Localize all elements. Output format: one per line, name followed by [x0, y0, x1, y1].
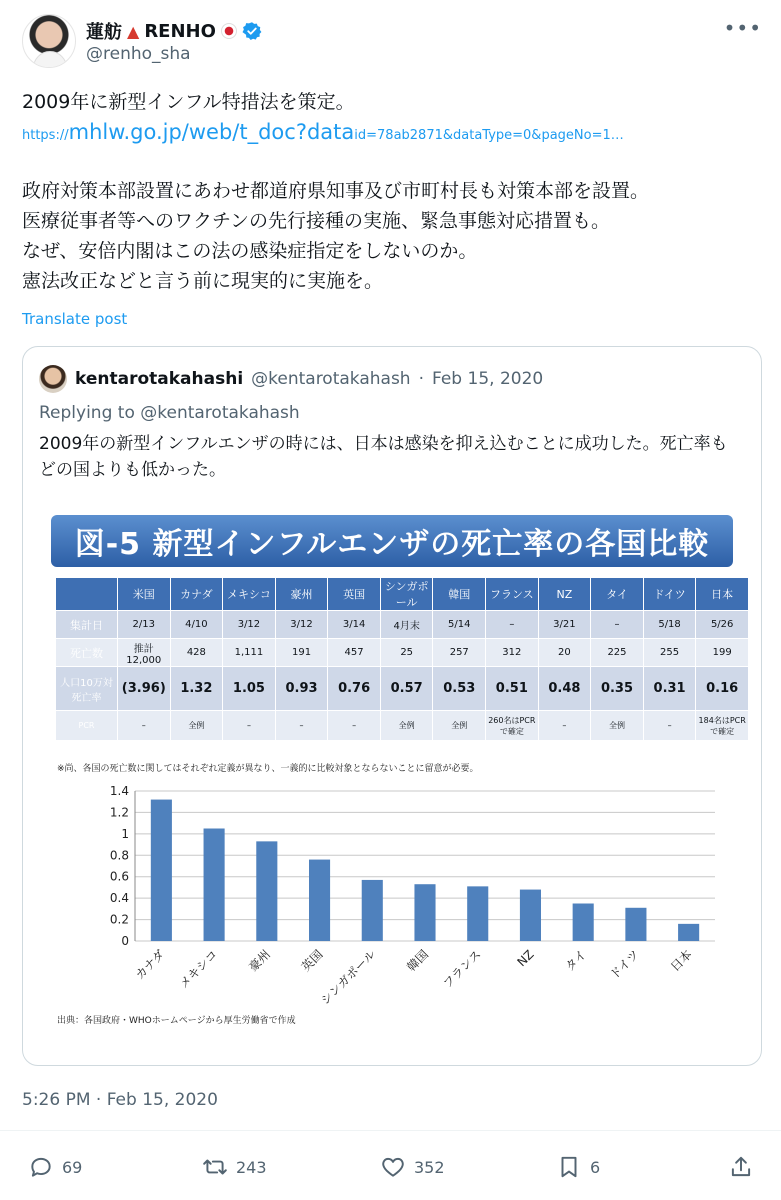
- bar: [204, 829, 225, 942]
- bar: [625, 908, 646, 941]
- reply-button[interactable]: [28, 1154, 82, 1180]
- table-row: [56, 711, 749, 741]
- retweet-button[interactable]: [202, 1154, 267, 1180]
- table-cell: 0.57: [380, 667, 433, 711]
- table-cell: 1.32: [170, 667, 223, 711]
- table-cell: 257: [433, 639, 486, 667]
- mortality-bar-chart: [55, 781, 745, 1011]
- quoted-replying-to: Replying to @kentarotakahash: [39, 403, 300, 423]
- retweet-count: 243: [236, 1157, 267, 1177]
- table-cell: –: [328, 711, 381, 741]
- table-cell: 1,111: [223, 639, 276, 667]
- link-prefix[interactable]: https://: [22, 128, 69, 143]
- y-tick-label: 1.4: [109, 784, 129, 798]
- table-note: ※尚、各国の死亡数に関してはそれぞれ定義が異なり、一義的に比較対象とならないことに留意が必要。: [57, 764, 479, 774]
- table-cell: 全例: [170, 711, 223, 741]
- table-col-header: シンガポール: [380, 578, 433, 611]
- table-row: [56, 639, 749, 667]
- link-main[interactable]: mhlw.go.jp/web/t_doc?data: [68, 120, 355, 144]
- table-cell: 0.35: [591, 667, 644, 711]
- table-row-label: 人口10万対死亡率: [56, 667, 118, 711]
- tweet-header: [22, 14, 762, 70]
- tweet-text: [22, 88, 762, 117]
- tweet-body-line: 医療従事者等へのワクチンの先行接種の実施、緊急事態対応措置も。: [22, 210, 611, 232]
- share-icon: [728, 1154, 754, 1180]
- table-cell: 457: [328, 639, 381, 667]
- tweet-timestamp[interactable]: 5:26 PM · Feb 15, 2020: [22, 1090, 218, 1110]
- table-cell: –: [643, 711, 696, 741]
- table-cell: –: [223, 711, 276, 741]
- action-bar: [28, 1154, 758, 1184]
- tweet-body-line: 憲法改正などと言う前に現実的に実施を。: [22, 270, 384, 292]
- table-cell: 0.51: [486, 667, 539, 711]
- y-tick-label: 0: [121, 934, 129, 948]
- table-row: [56, 611, 749, 639]
- quoted-separator: ·: [418, 369, 424, 389]
- table-col-header: 英国: [328, 578, 381, 611]
- x-tick-label: 韓国: [404, 947, 432, 975]
- table-cell: 5/26: [696, 611, 749, 639]
- table-col-header: フランス: [486, 578, 539, 611]
- y-tick-label: 0.8: [109, 848, 129, 863]
- table-cell: 0.93: [275, 667, 328, 711]
- quoted-date: Feb 15, 2020: [432, 369, 544, 389]
- like-count: 352: [414, 1157, 445, 1177]
- table-row: [56, 667, 749, 711]
- table-col-header: ドイツ: [643, 578, 696, 611]
- table-cell: 1.05: [223, 667, 276, 711]
- author-display-suffix[interactable]: RENHO: [144, 20, 216, 42]
- bookmark-icon: [556, 1154, 582, 1180]
- table-cell: 4月末: [380, 611, 433, 639]
- x-tick-label: 豪州: [246, 947, 273, 975]
- translate-post-link[interactable]: Translate post: [22, 310, 128, 328]
- author-name-row[interactable]: [86, 18, 262, 44]
- reply-icon: [28, 1154, 54, 1180]
- table-cell: 0.76: [328, 667, 381, 711]
- table-cell: 全例: [591, 711, 644, 741]
- table-cell: 199: [696, 639, 749, 667]
- y-tick-label: 0.4: [109, 891, 129, 906]
- bar: [362, 880, 383, 941]
- x-tick-label: NZ: [514, 947, 537, 970]
- bar: [678, 924, 699, 941]
- x-tick-label: フランス: [440, 947, 484, 991]
- japan-flag-icon: [221, 23, 237, 39]
- reply-count: 69: [62, 1157, 83, 1177]
- author-display-name[interactable]: 蓮舫: [86, 22, 122, 43]
- bar: [520, 890, 541, 941]
- table-corner: [56, 578, 118, 611]
- table-cell: 25: [380, 639, 433, 667]
- tweet-body-line: 政府対策本部設置にあわせ都道府県知事及び市町村長も対策本部を設置。: [22, 180, 650, 202]
- y-tick-label: 0.2: [109, 912, 129, 927]
- table-row-label: 死亡数: [56, 639, 118, 667]
- x-tick-label: カナダ: [132, 947, 168, 983]
- table-cell: –: [118, 711, 171, 741]
- table-cell: 全例: [380, 711, 433, 741]
- table-cell: –: [275, 711, 328, 741]
- table-cell: 3/14: [328, 611, 381, 639]
- quoted-author-handle: @kentarotakahash: [251, 369, 411, 389]
- table-col-header: 米国: [118, 578, 171, 611]
- table-cell: 5/18: [643, 611, 696, 639]
- y-tick-label: 0.6: [109, 869, 129, 884]
- figure-title: 図-5 新型インフルエンザの死亡率の各国比較: [51, 515, 733, 567]
- table-cell: 225: [591, 639, 644, 667]
- table-cell: –: [486, 611, 539, 639]
- figure-source: 出典：各国政府・WHOホームページから厚生労働省で作成: [57, 1016, 296, 1026]
- y-tick-label: 1: [121, 826, 129, 841]
- table-cell: 推計12,000: [118, 639, 171, 667]
- table-cell: 191: [275, 639, 328, 667]
- x-tick-label: メキシコ: [176, 947, 221, 991]
- table-col-header: 日本: [696, 578, 749, 611]
- table-cell: 184名はPCRで確定: [696, 711, 749, 741]
- x-tick-label: ドイツ: [607, 947, 643, 983]
- bar: [573, 904, 594, 942]
- table-cell: 0.16: [696, 667, 749, 711]
- quoted-text: 2009年の新型インフルエンザの時には、日本は感染を抑え込むことに成功した。死亡率もどの国よりも低かった。: [39, 434, 728, 480]
- more-icon[interactable]: •••: [723, 16, 762, 40]
- bar: [309, 860, 330, 941]
- quoted-tweet-header: [39, 365, 543, 393]
- table-cell: 3/21: [538, 611, 591, 639]
- bar: [467, 886, 488, 941]
- table-cell: –: [538, 711, 591, 741]
- author-avatar[interactable]: [22, 14, 76, 68]
- bar: [151, 800, 172, 941]
- table-cell: 2/13: [118, 611, 171, 639]
- table-col-header: 豪州: [275, 578, 328, 611]
- table-cell: 全例: [433, 711, 486, 741]
- table-col-header: NZ: [538, 578, 591, 611]
- tweet-line-1: 2009年に新型インフル特措法を策定。: [22, 91, 355, 113]
- share-button[interactable]: [728, 1154, 754, 1180]
- table-row-label: 集計日: [56, 611, 118, 639]
- link-rest[interactable]: id=78ab2871&dataType=0&pageNo=1…: [354, 128, 624, 143]
- retweet-icon: [202, 1154, 228, 1180]
- table-cell: 428: [170, 639, 223, 667]
- quoted-author-avatar: [39, 365, 67, 393]
- tweet-body-line: なぜ、安倍内閣はこの法の感染症指定をしないのか。: [22, 240, 478, 262]
- table-col-header: 韓国: [433, 578, 486, 611]
- table-cell: 255: [643, 639, 696, 667]
- table-cell: 260名はPCRで確定: [486, 711, 539, 741]
- table-col-header: カナダ: [170, 578, 223, 611]
- table-col-header: タイ: [591, 578, 644, 611]
- table-cell: 0.53: [433, 667, 486, 711]
- bookmark-button[interactable]: [556, 1154, 600, 1180]
- x-tick-label: 英国: [298, 947, 326, 975]
- bar: [256, 841, 277, 941]
- table-row-label: PCR: [56, 711, 118, 741]
- quoted-tweet[interactable]: [22, 346, 762, 1066]
- x-tick-label: 日本: [667, 947, 695, 975]
- quoted-image[interactable]: [29, 507, 755, 1033]
- tokyo-tower-icon: ▲: [127, 21, 140, 41]
- table-cell: 3/12: [223, 611, 276, 639]
- table-cell: –: [591, 611, 644, 639]
- bar: [414, 884, 435, 941]
- mortality-table: [55, 577, 749, 741]
- table-cell: 5/14: [433, 611, 486, 639]
- verified-icon: [242, 21, 262, 41]
- author-handle[interactable]: @renho_sha: [86, 44, 191, 64]
- tweet-body: [22, 176, 762, 296]
- table-cell: 0.31: [643, 667, 696, 711]
- divider: [0, 1130, 781, 1131]
- tweet-link[interactable]: [22, 120, 762, 144]
- y-tick-label: 1.2: [109, 805, 129, 820]
- table-cell: 4/10: [170, 611, 223, 639]
- table-header-row: [56, 578, 749, 611]
- table-cell: 3/12: [275, 611, 328, 639]
- like-button[interactable]: [380, 1154, 445, 1180]
- x-tick-label: タイ: [562, 947, 590, 974]
- table-col-header: メキシコ: [223, 578, 276, 611]
- bookmark-count: 6: [590, 1157, 601, 1177]
- quoted-author-name: kentarotakahashi: [75, 369, 244, 389]
- heart-icon: [380, 1154, 406, 1180]
- table-cell: 20: [538, 639, 591, 667]
- table-cell: (3.96): [118, 667, 171, 711]
- table-cell: 312: [486, 639, 539, 667]
- x-tick-label: シンガポール: [317, 947, 379, 1008]
- table-cell: 0.48: [538, 667, 591, 711]
